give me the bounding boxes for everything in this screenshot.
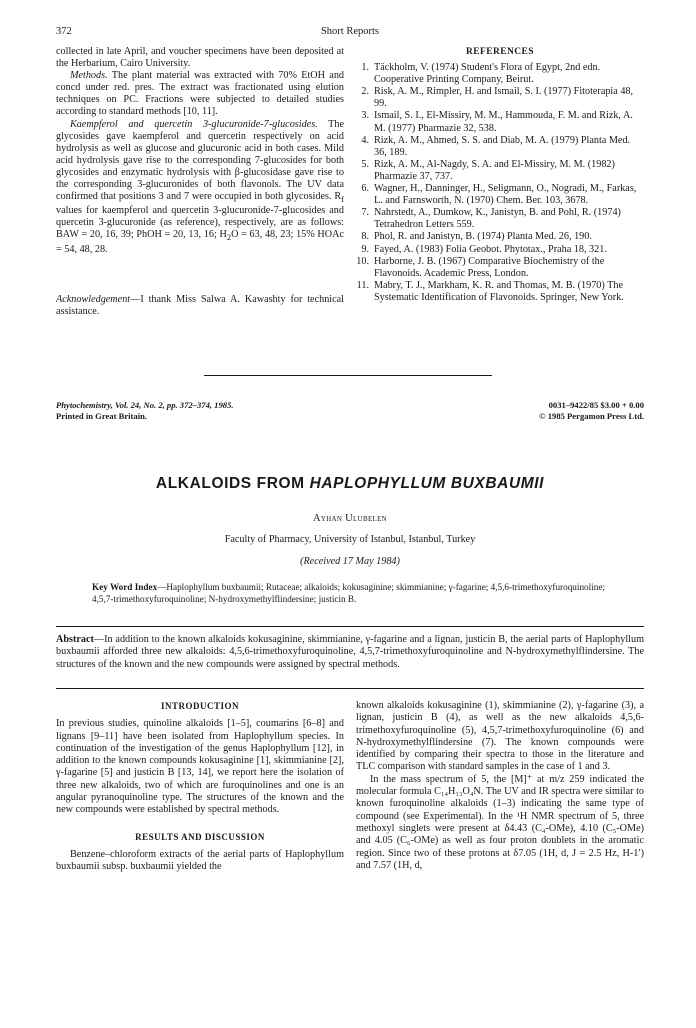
received-date: (Received 17 May 1984) [300, 556, 400, 567]
methods-label: Methods. [70, 70, 108, 82]
copyright-line: © 1985 Pergamon Press Ltd. [539, 410, 644, 421]
glucosides-text-3: O = 63, 48, 23; 15% HOAc = 54, 48, 28. [56, 229, 345, 255]
reference-item [356, 86, 644, 110]
results-paragraph: known alkaloids kokusaginine (1), skimmianine (2), γ-fagarine (3), a lignan, justicin B (4), as well as the new alkaloids 4,5,6-trimethoxyfuroquinoline (5), 4,5,7-trimethoxyfuroquinoline (6) and N-hydroxymethylflindersine (7). The known compounds were identified by comparing their spectra to those in the literature and TLC comparison with standard samples in the case of 1 and 3. [356, 700, 644, 773]
reference-number: 9. [361, 243, 369, 255]
issn-price: 0031–9422/85 $3.00 + 0.00 [548, 400, 644, 410]
results-text: Benzene–chloroform extracts of the aerial parts of Haplophyllum buxbaumii subsp. buxbaumii yielded the [56, 848, 344, 873]
references-heading: REFERENCES [465, 47, 535, 57]
article-title [56, 475, 644, 492]
methods-paragraph [56, 70, 344, 118]
methods-text: The plant material was extracted with 70% EtOH and concd under red. pres. The extract was fractionated using elution techniques on PC. Fractions were subjected to detailed studies according to standard methods [10, 11]. [56, 70, 345, 118]
section-divider [204, 375, 492, 376]
keyword-index [92, 582, 608, 605]
reference-number: 5. [361, 158, 369, 170]
reference-item [356, 256, 644, 280]
reference-item [356, 207, 644, 231]
reference-text: Rizk, A. M., Al-Nagdy, S. A. and El-Missiry, M. M. (1982) Pharmazie 37, 737. [374, 158, 615, 182]
reference-text: Fayed, A. (1983) Folia Geobot. Phytotax., Praha 18, 321. [374, 243, 607, 255]
acknowledgement-label: Acknowledgement [56, 293, 131, 305]
water-subscript: 2 [226, 232, 232, 243]
abstract-text: —In addition to the known alkaloids kokusaginine, skimmianine, γ-fagarine and a lignan, justicin B, the aerial parts of Haplophyllum buxbaumii afforded three new alkaloids: 4,5,6-trimethoxyfuroquinoline, 4,5,7-trimethoxyfuroquinoline and N-hydroxymethylflindersine. The structures of the known and the new compounds were assigned by spectral methods. [56, 634, 644, 670]
abstract-bottom-rule [56, 688, 644, 689]
page-number: 372 [56, 26, 72, 37]
reference-text: Phol, R. and Janistyn, B. (1974) Planta Med. 26, 190. [374, 231, 592, 243]
reference-number: 7. [361, 207, 369, 219]
rf-subscript: f [341, 194, 344, 205]
article-left-column [56, 700, 344, 874]
keywords-text: —Haplophyllum buxbaumii; Rutaceae; alkaloids; kokusaginine; skimmianine; γ-fagarine; 4,5,6-trimethoxyfuroquinoline; 4,5,7-trimethoxyfuroquinoline; N-hydroxymethylflindersine; justicin B. [92, 582, 605, 604]
glucosides-text-2: values for kaempferol and quercetin 3-glucuronide-7-glucosides and quercetin 3-glucuronide (as reference), respectively, are as follows: BAW = 20, 16, 39; PhOH = 20, 13, 16; H [56, 205, 344, 241]
results-heading: RESULTS AND DISCUSSION [135, 831, 265, 842]
glucosides-text: The glycosides gave kaempferol and quercetin respectively on acid hydrolysis as well as glucose and glucuronic acid in both cases. Mild acid hydrolysis gave rise to the corresponding 7-glucosides for both glycosides and enzymatic hydrolysis with β-glucosidase gave rise to the corresponding 3-glucuronides of both flavonols. The UV data confirmed that positions 3 and 7 were occupied in both glycosides. R [56, 118, 344, 203]
abstract-top-rule [56, 626, 644, 627]
journal-citation [56, 400, 234, 421]
reference-number: 3. [361, 110, 369, 122]
glucosides-label: Kaempferol and quercetin 3-glucuronide-7-glucosides. [70, 118, 318, 130]
printed-in-line: Printed in Great Britain. [56, 410, 148, 421]
reference-text: Ismail, S. I., El-Missiry, M. M., Hammouda, F. M. and Rizk, A. M. (1977) Pharmazie 32, 538. [374, 110, 633, 134]
reference-item [356, 159, 644, 183]
reference-number: 10. [356, 255, 369, 267]
reference-text: Wagner, H., Danninger, H., Seligmann, O., Nogradi, M., Farkas, L. and Farnsworth, N. (1970) Chem. Ber. 103, 3678. [374, 183, 637, 207]
reference-item [356, 280, 644, 304]
references-list [356, 62, 644, 304]
article-right-column [356, 700, 644, 872]
prev-article-left-column [56, 46, 344, 318]
journal-code [444, 400, 644, 421]
prev-article-paragraph: collected in late April, and voucher specimens have been deposited at the Herbarium, Cairo University. [56, 46, 344, 70]
reference-text: Harborne, J. B. (1967) Comparative Biochemistry of the Flavonoids. Academic Press, London. [374, 255, 605, 279]
author-affiliation: Faculty of Pharmacy, University of Istanbul, Istanbul, Turkey [224, 534, 476, 545]
reference-text: Nahrstedt, A., Dumkow, K., Janistyn, B. and Pohl, R. (1974) Tetrahedron Letters 559. [374, 207, 621, 231]
abstract [56, 634, 644, 671]
running-title: Short Reports [320, 26, 380, 37]
keywords-label: Key Word Index [92, 582, 158, 592]
reference-number: 6. [361, 183, 369, 195]
reference-number: 2. [361, 86, 369, 98]
reference-item [356, 183, 644, 207]
journal-volume-line: Phytochemistry, Vol. 24, No. 2, pp. 372–374, 1985. [56, 400, 234, 410]
reference-item [356, 62, 644, 86]
reference-number: 4. [361, 134, 369, 146]
reference-number: 1. [361, 62, 369, 74]
introduction-heading: INTRODUCTION [160, 701, 239, 711]
glucosides-paragraph [56, 119, 344, 256]
reference-text: Täckholm, V. (1974) Student's Flora of Egypt, 2nd edn. Cooperative Printing Company, Beirut. [374, 62, 601, 86]
acknowledgement [56, 294, 344, 318]
reference-number: 8. [361, 231, 369, 243]
reference-item [356, 231, 644, 243]
abstract-label: Abstract [56, 634, 94, 645]
author-name: Ayhan Ulubelen [312, 513, 388, 524]
mass-spectrum-paragraph: In the mass spectrum of 5, the [M]⁺ at m/z 259 indicated the molecular formula C₁₄H₁₃O₄N. The UV and IR spectra were similar to known furoquinoline alkaloids (1–3) indicating the same type of compound (see Experimental). In the ¹H NMR spectrum of 5, three methoxyl singlets were present at δ4.43 (C₄-OMe), 4.10 (C₅-OMe) and 4.05 (C₆-OMe) as well as four proton doublets in the aromatic region. Since two of these protons at δ7.05 (1H, d, J = 2.5 Hz, H-1′) and 7.57 (1H, d, [356, 773, 644, 871]
reference-item [356, 135, 644, 159]
acknowledgement-text: —I thank Miss Salwa A. Kawashty for technical assistance. [56, 293, 344, 317]
references-section [356, 46, 644, 304]
reference-text: Risk, A. M., Rimpler, H. and Ismail, S. I. (1977) Fitoterapia 48, 99. [374, 86, 634, 110]
reference-item [356, 110, 644, 134]
reference-number: 11. [356, 279, 369, 291]
reference-text: Rizk, A. M., Ahmed, S. S. and Diab, M. A. (1979) Planta Med. 36, 189. [374, 134, 631, 158]
introduction-text: In previous studies, quinoline alkaloids [1–5], coumarins [6–8] and lignans [9–11] have been isolated from Haplophyllum species. In continuation of the investigation of the genus Haplophyllum [12], in addition to the known compounds kokusaginine [1], skimmianine [2], γ-fagarine [5] and justicin B [13, 14], we report here the isolation of three new alkaloids, two of which are furoquinolines and one is an angular pyranoquinoline type. The structures of the known and the new compounds were established by spectral methods. [56, 718, 344, 816]
title-genus: HAPLOPHYLLUM BUXBAUMII [309, 475, 545, 492]
reference-item [356, 244, 644, 256]
reference-text: Mabry, T. J., Markham, K. R. and Thomas, M. B. (1970) The Systematic Identification of Flavonoids. Springer, New York. [374, 279, 624, 303]
title-prefix: ALKALOIDS FROM [155, 475, 310, 492]
